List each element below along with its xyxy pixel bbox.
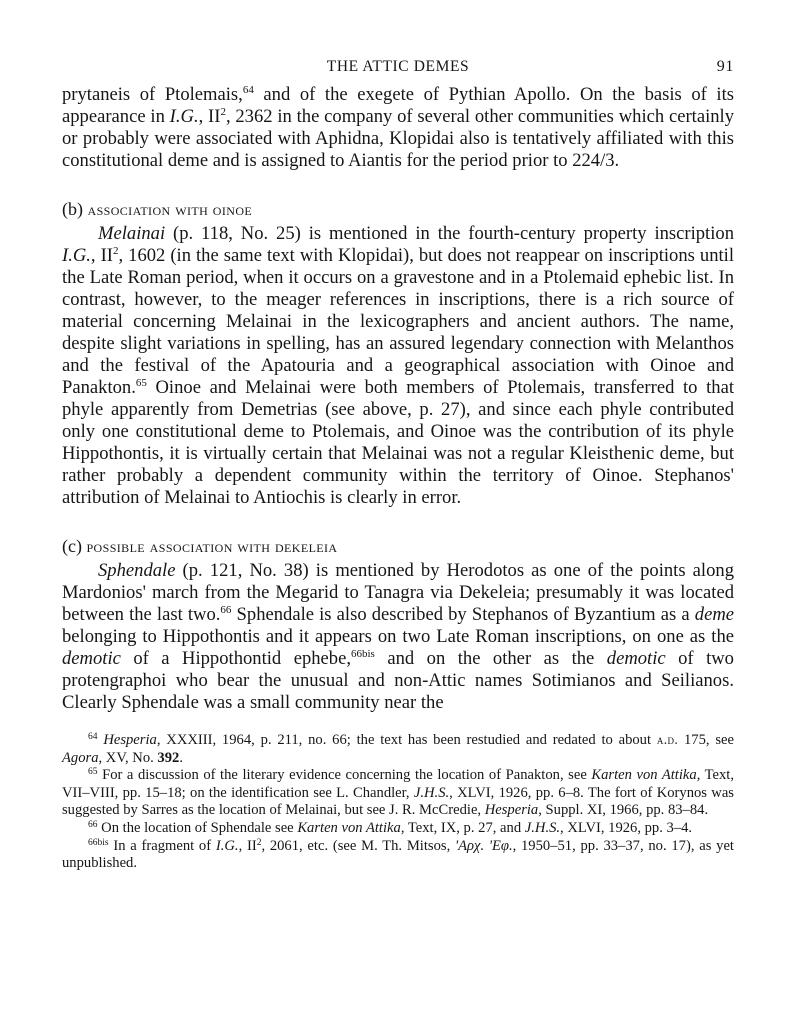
- running-title: THE ATTIC DEMES: [326, 58, 470, 75]
- section-b-paragraph: Melainai (p. 118, No. 25) is mentioned in the fourth-century property inscription I.G., $II^2$, 1602 (in the same text with Klopidai), but does not reappear on inscriptions until the Late Roman period, when it occurs on a gravestone and in a Ptolemaid ephebic list. In contrast, however, to the meager references in inscriptions, there is a rich source of material concerning Melainai in the lexicographers and ancient authors. The name, despite slight variations in spelling, has an assured legendary connection with Melanthos and the festival of the Apatouria and a geographical association with Oinoe and Panakton.$^{65}$ Oinoe and Melainai were both members of Ptolemais, transferred to that phyle apparently from Demetrias (see above, p. 27), and since each phyle contributed only one constitutional deme to Ptolemais, and Oinoe was the contribution of its phyle Hippothontis, it is virtually certain that Melainai was not a regular Kleisthenic deme, but rather probably a dependent community within the territory of Oinoe. Stephanos' attribution of Melainai to Antiochis is clearly in error.: [62, 223, 734, 508]
- page-number: 91: [716, 58, 734, 75]
- document-page: [62, 54, 734, 873]
- footnote-64: $^{64}$ Hesperia, XXXIII, 1964, p. 211, no. 66; the text has been restudied and redated to about a.d. 175, see Agora, XV, No. 392.: [62, 732, 734, 766]
- deme-name-melainai: Melainai: [98, 223, 166, 244]
- footnote-ref-64[interactable]: 64: [242, 84, 254, 96]
- footnote-65: $^{65}$ For a discussion of the literary evidence concerning the location of Panakton, see Karten von Attika, Text, VII–VIII, pp. 15–18; on the identification see L. Chandler, J.H.S., XLVI, 1926, pp. 6–8. The fort of Korynos was suggested by Sarres as the location of Melainai, but see J. R. McCredie, Hesperia, Suppl. XI, 1966, pp. 83–84.: [62, 767, 735, 819]
- intro-paragraph: prytaneis of Ptolemais,$^{64}$ and of the exegete of Pythian Apollo. On the basis of its appearance in I.G., $II^2$, 2362 in the company of several other communities which certainly or probably were associated with Aphidna, Klopidai also is tentatively affiliated with this constitutional deme and is assigned to Aiantis for the period prior to 224/3.: [62, 84, 734, 171]
- footnote-ref-66[interactable]: 66: [220, 604, 232, 616]
- section-c-heading: (c) possible association with dekeleia: [62, 536, 338, 556]
- footnote-66bis: $^{66bis}$ In a fragment of I.G., $II^2$, 2061, etc. (see M. Th. Mitsos, 'Αρχ. 'Εφ., 1950–51, pp. 33–37, no. 17), as yet unpublished.: [62, 837, 734, 872]
- footnote-ref-65[interactable]: 65: [135, 377, 147, 389]
- deme-name-sphendale: Sphendale: [98, 560, 176, 581]
- footnote-ref-66bis[interactable]: 66bis: [351, 648, 375, 660]
- running-header: [62, 54, 734, 84]
- section-b-heading: (b) association with oinoe: [62, 199, 253, 219]
- footnote-66: $^{66}$ On the location of Sphendale see Karten von Attika, Text, IX, p. 27, and J.H.S., XLVI, 1926, pp. 3–4.: [88, 819, 693, 836]
- footnotes: [62, 731, 734, 873]
- section-c-paragraph: Sphendale (p. 121, No. 38) is mentioned by Herodotos as one of the points along Mardonios' march from the Megarid to Tanagra via Dekeleia; presumably it was located between the last two.$^{66}$ Sphendale is also described by Stephanos of Byzantium as a deme belonging to Hippothontis and it appears on two Late Roman inscriptions, on one as the demotic of a Hippothontid ephebe,$^{66bis}$ and on the other as the demotic of two protengraphoi who bear the unusual and non-Attic names Sotimianos and Seilianos. Clearly Sphendale was a small community near the: [62, 560, 734, 713]
